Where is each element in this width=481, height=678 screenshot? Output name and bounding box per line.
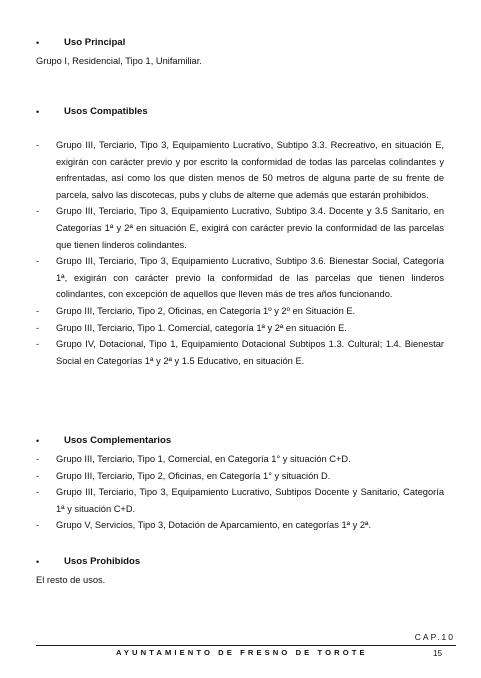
list-item-text: Grupo III, Terciario, Tipo 2, Oficinas, en Categoría 1° y situación D.	[56, 470, 331, 481]
list-item	[36, 203, 444, 253]
section-title: Uso Principal	[64, 37, 126, 48]
section-title: Usos Complementarios	[64, 435, 172, 446]
list-item	[36, 303, 444, 320]
bullet-marker: •	[36, 106, 40, 117]
dash-marker: -	[36, 520, 40, 531]
dash-marker: -	[36, 140, 40, 150]
bullet-marker: •	[36, 556, 40, 567]
dash-marker: -	[36, 470, 40, 481]
list-item-text: Grupo III, Terciario, Tipo 3, Equipamiento Lucrativo, Subtipo 3.3. Recreativo, en situación E, exigirán con carácter previo y por escrito la conformidad de todas las parcelas colindantes y enfrentadas, así como los que disten menos de 50 metros de alguna parte de su frente de parcela, salvo las discotecas, pubs y clubs de alterne que además que estarán prohibidos.	[56, 140, 444, 200]
bullet-marker: •	[36, 435, 40, 446]
section-heading-prohibidos	[36, 556, 140, 567]
section-text-prohibidos: El resto de usos.	[36, 575, 106, 585]
list-item-text: Grupo III, Terciario, Tipo 1, Comercial, en Categoría 1° y situación C+D.	[56, 454, 351, 464]
dash-marker: -	[36, 487, 40, 498]
dash-marker: -	[36, 454, 40, 464]
list-item	[36, 320, 444, 337]
dash-marker: -	[36, 256, 40, 267]
section-heading-compatibles	[36, 106, 148, 117]
list-item	[36, 484, 444, 517]
list-item	[36, 137, 444, 203]
list-item-text: Grupo V, Servicios, Tipo 3, Dotación de Aparcamiento, en categorías 1ª y 2ª.	[56, 520, 372, 531]
list-item	[36, 336, 444, 369]
list-item	[36, 517, 444, 534]
footer-divider	[36, 645, 456, 646]
section-heading-principal	[36, 37, 125, 48]
footer-organization: AYUNTAMIENTO DE FRESNO DE TOROTE	[116, 648, 368, 657]
bullet-marker: •	[36, 37, 40, 48]
chapter-label: CAP.10	[414, 632, 455, 642]
complementarios-list	[36, 451, 444, 534]
list-item-text: Grupo III, Terciario, Tipo 2, Oficinas, en Categoría 1º y 2º en Situación E.	[56, 305, 356, 316]
list-item	[36, 451, 444, 468]
list-item-text: Grupo III, Terciario, Tipo 3, Equipamiento Lucrativo, Subtipo 3.6. Bienestar Social, Categoría 1ª, exigirán con carácter previo la conformidad de las parcelas que tienen linderos colindantes, con excepción de aquellos que lleven más de tres años funcionando.	[56, 256, 444, 300]
list-item-text: Grupo IV, Dotacional, Tipo 1, Equipamiento Dotacional Subtipos 1.3. Cultural; 1.4. Bienestar Social en Categorías 1ª y 2ª y 1.5 Educativo, en situación E.	[56, 339, 444, 366]
dash-marker: -	[36, 206, 40, 217]
section-text-principal: Grupo I, Residencial, Tipo 1, Unifamiliar.	[36, 56, 202, 66]
page-number: 15	[433, 649, 442, 658]
section-title: Usos Prohibidos	[64, 556, 141, 567]
list-item	[36, 253, 444, 303]
list-item	[36, 468, 444, 485]
dash-marker: -	[36, 305, 40, 316]
dash-marker: -	[36, 322, 40, 333]
section-heading-complementarios	[36, 435, 171, 446]
list-item-text: Grupo III, Terciario, Tipo 1. Comercial, categoría 1ª y 2ª en situación E.	[56, 322, 347, 333]
compatibles-list	[36, 137, 444, 369]
dash-marker: -	[36, 339, 40, 350]
list-item-text: Grupo III, Terciario, Tipo 3, Equipamiento Lucrativo, Subtipos Docente y Sanitario, Categoría 1ª y situación C+D.	[56, 487, 444, 514]
list-item-text: Grupo III, Terciario, Tipo 3, Equipamiento Lucrativo, Subtipo 3.4. Docente y 3.5 Sanitario, en Categorías 1ª y 2ª en situación E, exigirá con carácter previo la conformidad de las parcelas que tienen linderos colindantes.	[56, 206, 444, 250]
section-title: Usos Compatibles	[64, 106, 148, 117]
